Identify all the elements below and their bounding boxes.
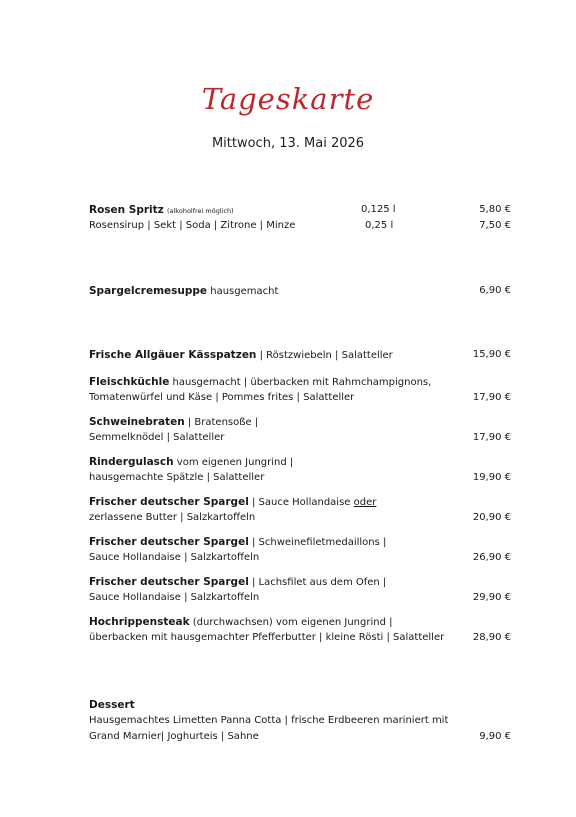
dessert-heading: Dessert xyxy=(89,699,135,711)
page-title: Tageskarte xyxy=(201,82,375,116)
dessert-item xyxy=(89,697,511,745)
main-price: 20,90 € xyxy=(472,512,511,523)
main-price: 26,90 € xyxy=(472,552,511,563)
main-name: Hochrippensteak xyxy=(89,616,190,628)
main-price: 15,90 € xyxy=(472,349,511,360)
main-detail: | Schweinefiletmedaillons | xyxy=(248,537,387,548)
main-name: Fleischküchle xyxy=(89,376,170,388)
drink-price-small: 5,80 € xyxy=(479,204,511,215)
drink-name: Rosen Spritz xyxy=(89,204,164,216)
soup-name: Spargelcremesuppe xyxy=(89,285,208,297)
main-detail: | Sauce Hollandaise xyxy=(248,497,354,508)
main-price: 17,90 € xyxy=(472,392,511,403)
main-detail: hausgemacht | überbacken mit Rahmchampignons, xyxy=(169,377,432,388)
dessert-price: 9,90 € xyxy=(479,731,511,742)
dessert-detail: Hausgemachtes Limetten Panna Cotta | frische Erdbeeren mariniert mit xyxy=(89,715,449,726)
main-detail-line2: Tomatenwürfel und Käse | Pommes frites | Salatteller xyxy=(89,392,355,403)
drink-qty-small: 0,125 l xyxy=(361,204,396,215)
main-detail-line2: Semmelknödel | Salatteller xyxy=(89,432,225,443)
main-name: Frischer deutscher Spargel xyxy=(89,536,249,548)
main-item xyxy=(89,494,511,526)
main-detail-line2: Sauce Hollandaise | Salzkartoffeln xyxy=(89,552,260,563)
menu-date: Mittwoch, 13. Mai 2026 xyxy=(211,136,365,151)
main-detail: (durchwachsen) vom eigenen Jungrind | xyxy=(189,617,393,628)
drink-description: Rosensirup | Sekt | Soda | Zitrone | Minze xyxy=(89,220,296,231)
main-price: 28,90 € xyxy=(472,632,511,643)
main-item xyxy=(89,574,511,606)
main-price: 19,90 € xyxy=(472,472,511,483)
main-item xyxy=(89,534,511,566)
drink-item xyxy=(89,202,511,234)
soup-price: 6,90 € xyxy=(479,285,511,296)
drink-price-large: 7,50 € xyxy=(479,220,511,231)
main-detail-underlined: oder xyxy=(353,497,377,508)
main-detail-line2: überbacken mit hausgemachter Pfefferbutter | kleine Rösti | Salatteller xyxy=(89,632,445,643)
main-detail: | Lachsfilet aus dem Ofen | xyxy=(248,577,387,588)
soup-item xyxy=(89,283,511,299)
main-item xyxy=(89,374,511,406)
drink-note: (alkoholfrei möglich) xyxy=(166,207,234,215)
soup-detail: hausgemacht xyxy=(207,286,279,297)
main-price: 29,90 € xyxy=(472,592,511,603)
main-detail: | Bratensoße | xyxy=(184,417,259,428)
main-name: Schweinebraten xyxy=(89,416,185,428)
main-name: Frischer deutscher Spargel xyxy=(89,496,249,508)
main-detail: vom eigenen Jungrind | xyxy=(173,457,294,468)
dessert-detail-line2: Grand Marnier| Joghurteis | Sahne xyxy=(89,731,259,742)
main-detail-line2: hausgemachte Spätzle | Salatteller xyxy=(89,472,265,483)
main-detail-line2: Sauce Hollandaise | Salzkartoffeln xyxy=(89,592,260,603)
main-name: Frische Allgäuer Kässpatzen xyxy=(89,349,257,361)
main-item xyxy=(89,454,511,486)
drink-qty-large: 0,25 l xyxy=(365,220,394,231)
main-item xyxy=(89,414,511,446)
main-name: Rindergulasch xyxy=(89,456,174,468)
main-item xyxy=(89,347,511,363)
main-item xyxy=(89,614,511,646)
main-detail: | Röstzwiebeln | Salatteller xyxy=(256,350,393,361)
main-name: Frischer deutscher Spargel xyxy=(89,576,249,588)
main-detail-line2: zerlassene Butter | Salzkartoffeln xyxy=(89,512,256,523)
main-price: 17,90 € xyxy=(472,432,511,443)
